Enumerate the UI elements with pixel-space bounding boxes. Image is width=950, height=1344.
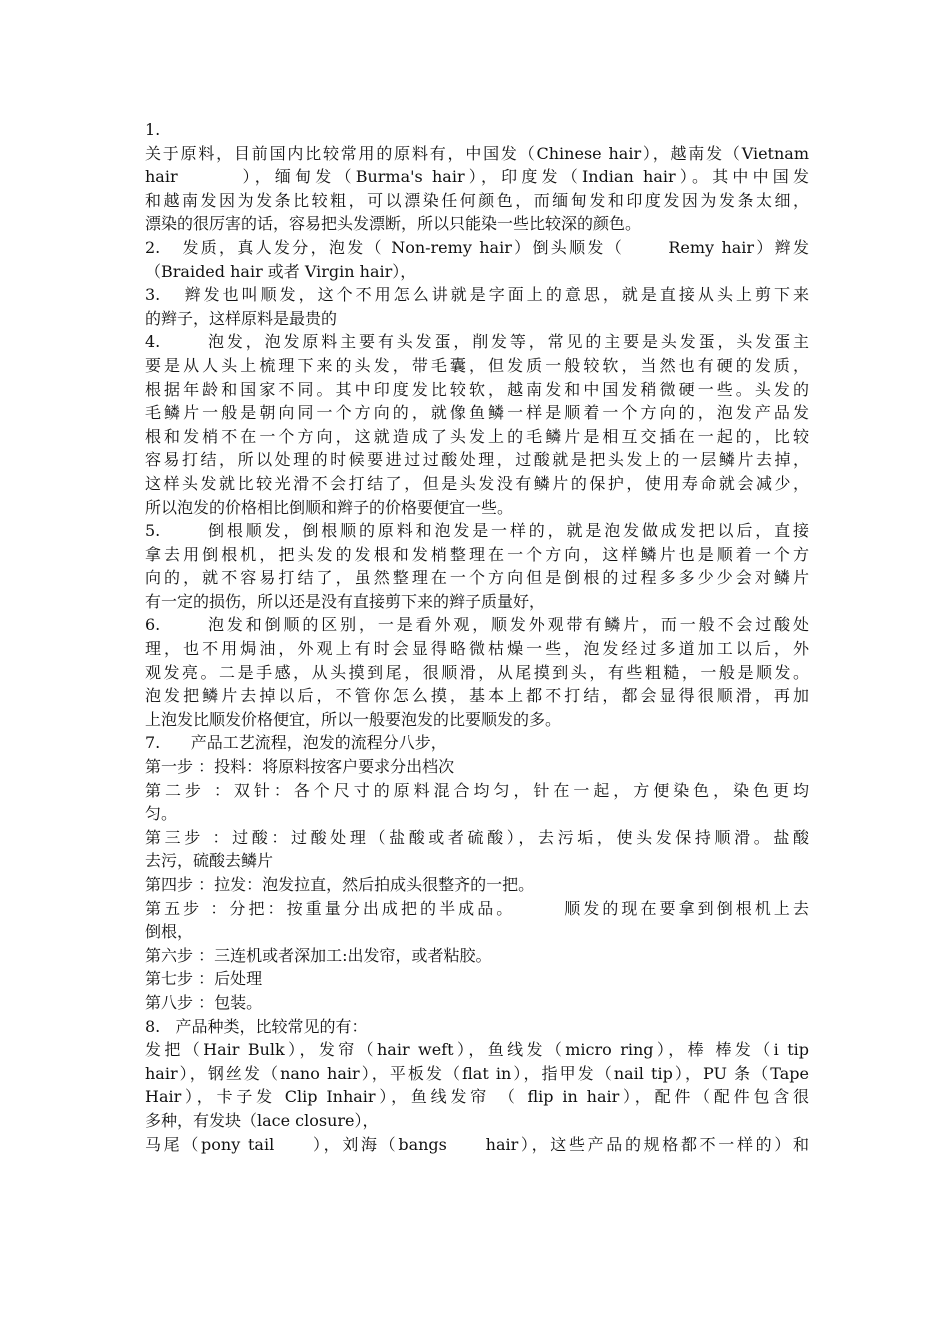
text-line: 第一步 ：投料：将原料按客户要求分出档次 (145, 757, 455, 777)
text-line: 向的，就不容易打结了，虽然整理在一个方向但是倒根的过程多多少少会对鳞片 (145, 568, 809, 588)
paragraph-p2 (145, 236, 809, 283)
text-line: 第七步 ：后处理 (145, 969, 263, 989)
paragraph-p0 (145, 118, 809, 142)
text-line: 要是从人头上梳理下来的头发，带毛囊，但发质一般较软，当然也有硬的发质， (145, 355, 809, 375)
text-line: 4. 泡发，泡发原料主要有头发蛋，削发等，常见的主要是头发蛋，头发蛋主 (145, 332, 809, 352)
paragraph-p3 (145, 283, 809, 330)
text-line: 毛鳞片一般是朝向同一个方向的，就像鱼鳞一样是顺着一个方向的，泡发产品发 (145, 403, 809, 423)
text-line: 去污，硫酸去鳞片 (145, 851, 274, 871)
text-line: （Braided hair 或者 Virgin hair）， (145, 261, 417, 281)
text-line: 多种，有发块（lace closure）， (145, 1110, 379, 1130)
paragraph-s5 (145, 897, 809, 944)
text-line: 的辫子，这样原料是最贵的 (145, 308, 338, 328)
paragraph-s7 (145, 967, 809, 991)
text-line: 所以泡发的价格相比倒顺和辫子的价格要便宜一些。 (145, 497, 514, 517)
text-line: 关于原料，目前国内比较常用的原料有，中国发（Chinese hair），越南发（Vietnam (145, 143, 809, 163)
paragraph-s6 (145, 944, 809, 968)
text-line: 8. 产品种类，比较常见的有： (145, 1016, 368, 1036)
text-line: 第五步 ：分把：按重量分出成把的半成品。 顺发的现在要拿到倒根机上去 (145, 898, 809, 918)
paragraph-p8 (145, 1015, 809, 1157)
document-body (145, 118, 809, 1156)
text-line: 理，也不用焗油，外观上有时会显得略微枯燥一些，泡发经过多道加工以后，外 (145, 639, 809, 659)
paragraph-s4 (145, 873, 809, 897)
text-line: hair ），缅甸发（Burma's hair），印度发（Indian hair）。其中中国发 (145, 167, 809, 187)
text-line: 上泡发比顺发价格便宜，所以一般要泡发的比要顺发的多。 (145, 709, 562, 729)
paragraph-p4 (145, 330, 809, 519)
text-line: 和越南发因为发条比较粗，可以漂染任何颜色，而缅甸发和印度发因为发条太细， (145, 190, 809, 210)
paragraph-p7 (145, 731, 809, 755)
text-line: 2. 发质，真人发分，泡发（ Non-remy hair）倒头顺发（ Remy hair）辫发 (145, 237, 809, 257)
text-line: 根据年龄和国家不同。其中印度发比较软，越南发和中国发稍微硬一些。头发的 (145, 379, 809, 399)
text-line: 第四步 ：拉发：泡发拉直，然后拍成头很整齐的一把。 (145, 875, 535, 894)
text-line: 第三步 ：过酸：过酸处理（盐酸或者硫酸），去污垢，使头发保持顺滑。盐酸 (145, 827, 809, 847)
text-line: 第六步 ：三连机或者深加工:出发帘，或者粘胶。 (145, 945, 492, 965)
paragraph-s3 (145, 826, 809, 873)
paragraph-s2 (145, 779, 809, 826)
paragraph-s8 (145, 991, 809, 1015)
text-line: 5. 倒根顺发，倒根顺的原料和泡发是一样的，就是泡发做成发把以后，直接 (145, 521, 809, 541)
text-line: 拿去用倒根机，把头发的发根和发梢整理在一个方向，这样鳞片也是顺着一个方 (145, 544, 809, 564)
paragraph-s1 (145, 755, 809, 779)
text-line: 有一定的损伤，所以还是没有直接剪下来的辫子质量好， (145, 591, 546, 611)
text-line: 7. 产品工艺流程，泡发的流程分八步， (145, 733, 447, 753)
text-line: 1. (145, 120, 161, 139)
text-line: Hair），卡子发 Clip Inhair），鱼线发帘 （ flip in hair），配件（配件包含很 (145, 1087, 809, 1107)
text-line: 这样头发就比较光滑不会打结了，但是头发没有鳞片的保护，使用寿命就会减少， (145, 473, 809, 493)
text-line: 发把（Hair Bulk），发帘（hair weft），鱼线发（micro ring），棒 棒发（i tip (145, 1040, 809, 1060)
paragraph-p5 (145, 519, 809, 613)
paragraph-p1 (145, 142, 809, 236)
text-line: 观发亮。二是手感，从头摸到尾，很顺滑，从尾摸到头，有些粗糙，一般是顺发。 (145, 662, 809, 682)
text-line: 泡发把鳞片去掉以后，不管你怎么摸，基本上都不打结，都会显得很顺滑，再加 (145, 686, 809, 706)
text-line: 第二步 ：双针：各个尺寸的原料混合均匀，针在一起，方便染色，染色更均 (145, 780, 809, 800)
text-line: 第八步 ：包装。 (145, 992, 263, 1012)
paragraph-p6 (145, 613, 809, 731)
text-line: 倒根， (145, 922, 194, 942)
text-line: 容易打结，所以处理的时候要进过过酸处理，过酸就是把头发上的一层鳞片去掉， (145, 450, 809, 470)
text-line: 3. 辫发也叫顺发，这个不用怎么讲就是字面上的意思，就是直接从头上剪下来 (145, 285, 809, 305)
text-line: 马尾（pony tail ），刘海（bangs hair），这些产品的规格都不一样的）和 (145, 1134, 809, 1154)
text-line: hair），钢丝发（nano hair），平板发（flat in），指甲发（nail tip），PU 条（Tape (145, 1063, 809, 1083)
text-line: 匀。 (145, 804, 178, 824)
text-line: 6. 泡发和倒顺的区别，一是看外观，顺发外观带有鳞片，而一般不会过酸处 (145, 615, 809, 635)
text-line: 漂染的很厉害的话，容易把头发漂断，所以只能染一些比较深的颜色。 (145, 214, 642, 234)
text-line: 根和发梢不在一个方向，这就造成了头发上的毛鳞片是相互交插在一起的，比较 (145, 426, 809, 446)
